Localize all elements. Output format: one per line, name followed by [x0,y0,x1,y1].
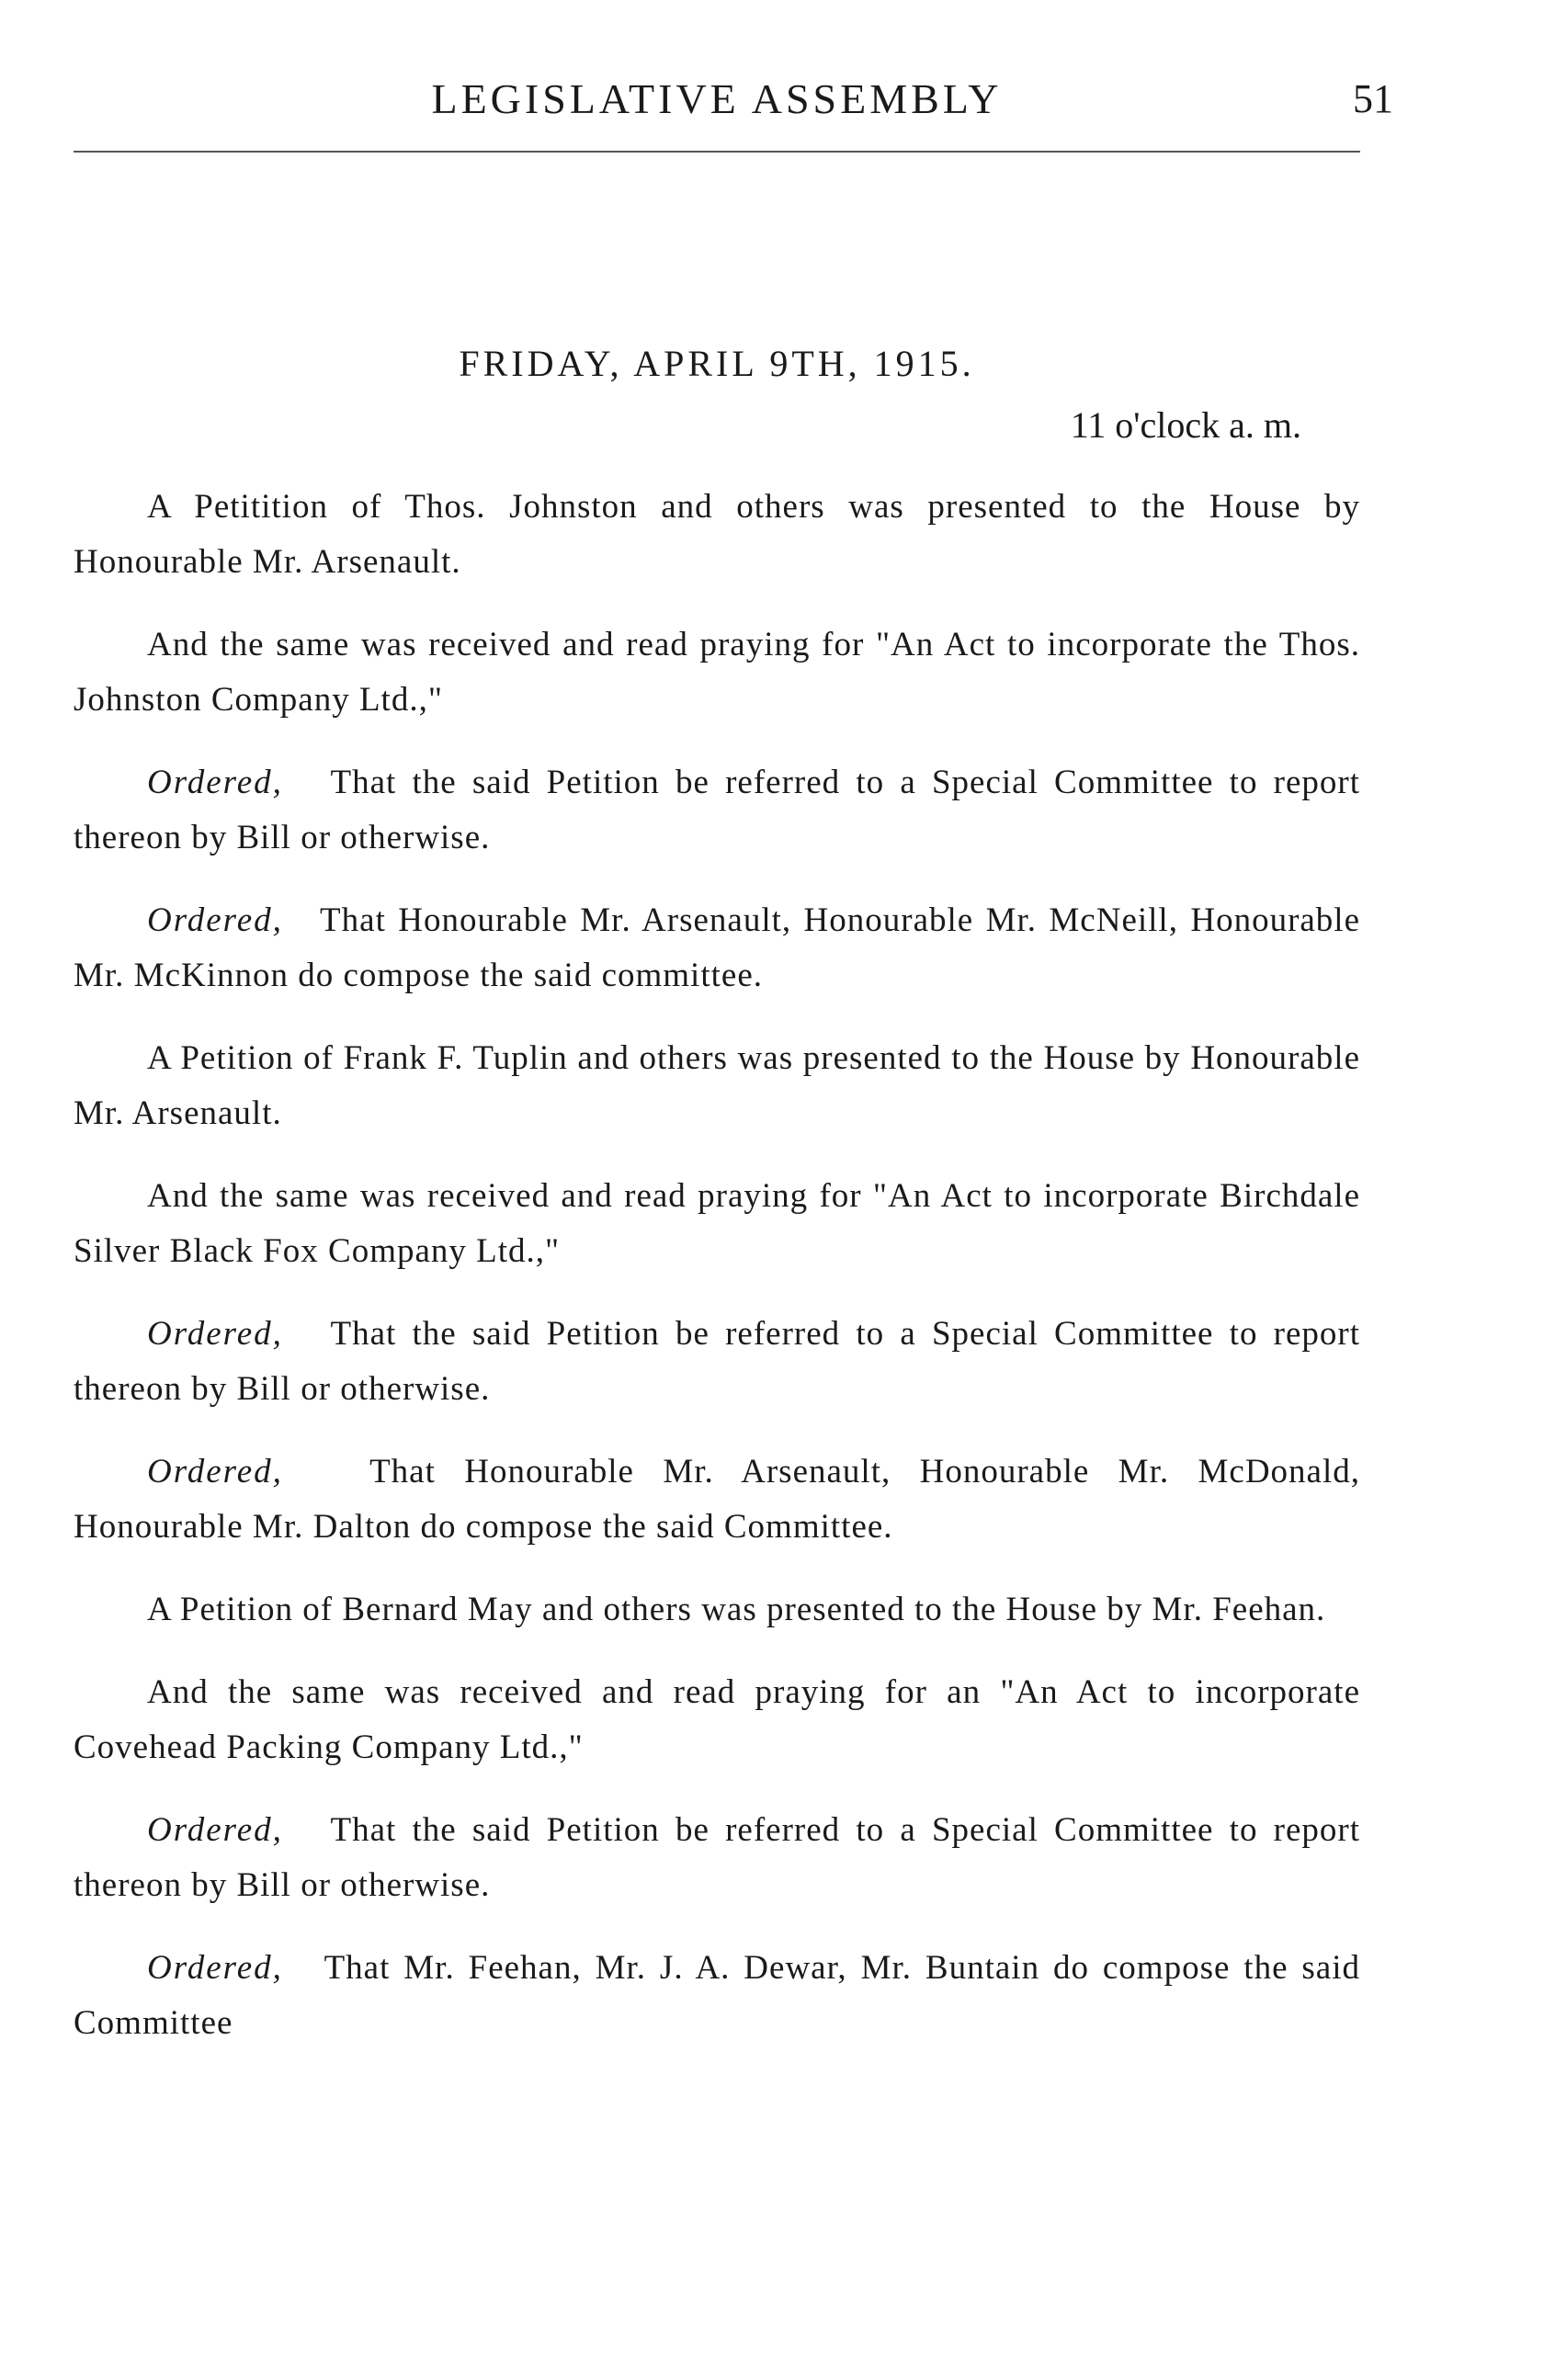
running-title: LEGISLATIVE ASSEMBLY [431,75,1003,122]
paragraph-text: And the same was received and read praying for "An Act to incorporate Birchdale Silver Black Fox Company Ltd.," [74,1177,1360,1270]
ordered-label: Ordered, [147,1811,283,1849]
paragraph-text: A Petitition of Thos. Johnston and others was presented to the House by Honourable Mr. Arsenault. [74,488,1360,581]
paragraph [74,893,1360,1003]
paragraph [74,480,1360,590]
paragraph [74,1941,1360,2051]
paragraph-text: That the said Petition be referred to a Special Committee to report thereon by Bill or otherwise. [74,1811,1360,1904]
ordered-label: Ordered, [147,764,283,801]
header-rule [74,151,1360,153]
paragraph [74,1803,1360,1913]
paragraph-text: A Petition of Bernard May and others was presented to the House by Mr. Feehan. [147,1591,1326,1628]
paragraph-text: A Petition of Frank F. Tuplin and others was presented to the House by Honourable Mr. Arsenault. [74,1039,1360,1132]
paragraph [74,1307,1360,1417]
ordered-label: Ordered, [147,901,283,939]
paragraph [74,1665,1360,1775]
paragraph-text: That the said Petition be referred to a Special Committee to report thereon by Bill or otherwise. [74,764,1360,856]
paragraph-text: That Honourable Mr. Arsenault, Honourable Mr. McNeill, Honourable Mr. McKinnon do compose the said committee. [74,901,1361,994]
ordered-label: Ordered, [147,1315,283,1353]
paragraph-text: And the same was received and read praying for an "An Act to incorporate Covehead Packing Company Ltd.," [74,1673,1360,1766]
session-time: 11 o'clock a. m. [1070,404,1301,446]
paragraph [74,1031,1360,1141]
paragraph [74,755,1360,866]
paragraph-text: And the same was received and read praying for "An Act to incorporate the Thos. Johnston Company Ltd.," [74,626,1360,719]
running-head [74,72,1393,127]
paragraph [74,1445,1360,1555]
paragraph-text: That Mr. Feehan, Mr. J. A. Dewar, Mr. Buntain do compose the said Committee [74,1949,1361,2042]
paragraph-text: That the said Petition be referred to a Special Committee to report thereon by Bill or otherwise. [74,1315,1360,1408]
paragraph [74,1582,1360,1638]
paragraph [74,618,1360,728]
ordered-label: Ordered, [147,1453,283,1490]
page-number: 51 [1353,76,1393,121]
paragraph [74,1169,1360,1279]
ordered-label: Ordered, [147,1949,283,1987]
date-heading: FRIDAY, APRIL 9TH, 1915. [459,343,975,384]
body-text [74,480,1360,2079]
paragraph-text: That Honourable Mr. Arsenault, Honourable Mr. McDonald, Honourable Mr. Dalton do compose the said Committee. [74,1453,1361,1546]
